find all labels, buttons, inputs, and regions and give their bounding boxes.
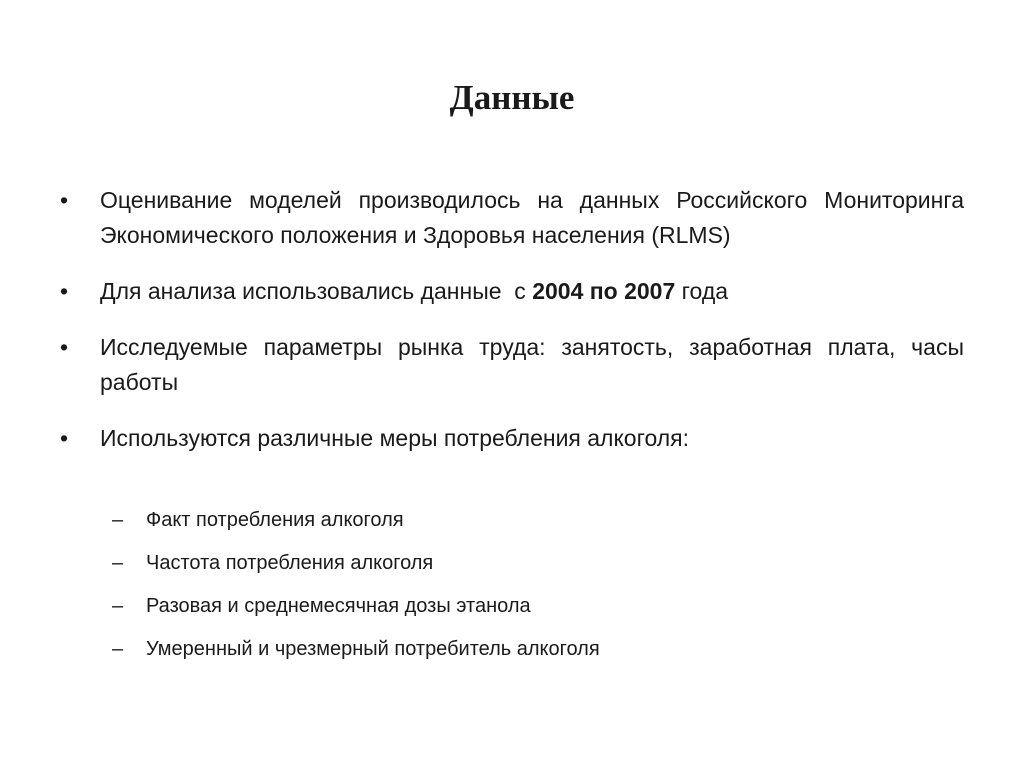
bullet-icon: • (60, 425, 69, 451)
bullet-text: Исследуемые параметры рынка труда: занятость, заработная плата, часы работы (100, 334, 964, 395)
sub-bullet-item (112, 632, 962, 666)
bullet-icon: • (60, 278, 69, 304)
sub-bullet-item (112, 589, 962, 623)
sub-bullet-item (112, 503, 962, 537)
bullet-item (60, 330, 964, 400)
bullet-icon: • (60, 334, 69, 360)
dash-icon: – (112, 509, 124, 531)
sub-bullet-item (112, 546, 962, 580)
dash-icon: – (112, 552, 124, 574)
slide-title: Данные (449, 78, 575, 117)
bullet-text-prefix: Для анализа использовались данные с (100, 278, 533, 304)
bullet-text: Оценивание моделей производилось на данных Российского Мониторинга Экономического положения и Здоровья населения (RLMS) (100, 187, 964, 248)
bullet-text (100, 274, 964, 309)
bullet-item (60, 183, 964, 253)
year-range: 2004 по 2007 (532, 278, 676, 304)
bullet-list (60, 183, 964, 477)
sub-bullet-text: Разовая и среднемесячная дозы этанола (146, 595, 531, 617)
bullet-text-suffix: года (675, 278, 729, 304)
bullet-icon: • (60, 187, 69, 213)
sub-bullet-list (112, 503, 962, 675)
sub-bullet-text: Частота потребления алкоголя (146, 552, 434, 574)
sub-bullet-text: Факт потребления алкоголя (146, 509, 404, 531)
bullet-item (60, 421, 964, 456)
dash-icon: – (112, 638, 124, 660)
bullet-text: Используются различные меры потребления алкоголя: (100, 425, 690, 451)
sub-bullet-text: Умеренный и чрезмерный потребитель алкоголя (146, 638, 600, 660)
bullet-item (60, 274, 964, 309)
dash-icon: – (112, 595, 124, 617)
